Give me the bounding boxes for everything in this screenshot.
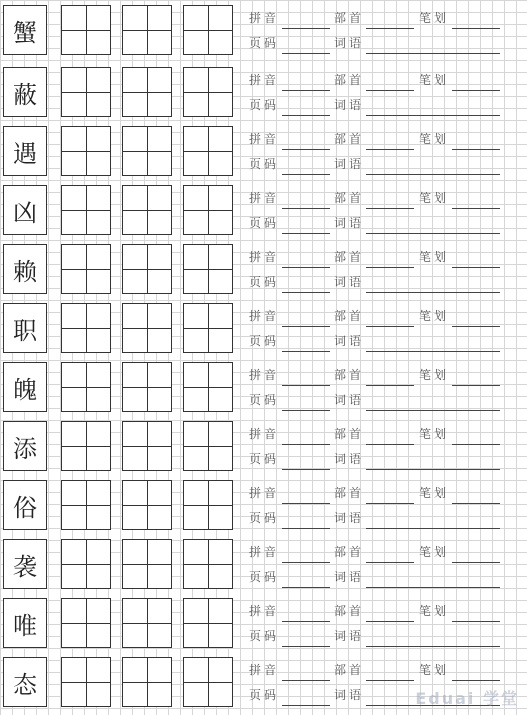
page-line[interactable] xyxy=(282,410,330,411)
practice-grid-box-3[interactable] xyxy=(183,67,233,117)
strokes-line[interactable] xyxy=(452,444,500,445)
pinyin-line[interactable] xyxy=(282,621,330,622)
practice-grid-box-2[interactable] xyxy=(122,421,172,471)
strokes-line[interactable] xyxy=(452,680,500,681)
radical-line[interactable] xyxy=(366,503,414,504)
words-label: 词语 xyxy=(334,36,365,50)
radical-line[interactable] xyxy=(366,621,414,622)
radical-line[interactable] xyxy=(366,208,414,209)
page-line[interactable] xyxy=(282,174,330,175)
pinyin-line[interactable] xyxy=(282,208,330,209)
radical-line[interactable] xyxy=(366,680,414,681)
character-row xyxy=(0,421,527,476)
page-line[interactable] xyxy=(282,292,330,293)
practice-grid-box-3[interactable] xyxy=(183,185,233,235)
radical-label: 部首 xyxy=(334,132,365,146)
strokes-line[interactable] xyxy=(452,267,500,268)
target-character: 态 xyxy=(3,657,47,707)
page-label: 页码 xyxy=(249,334,280,348)
strokes-line[interactable] xyxy=(452,503,500,504)
strokes-line[interactable] xyxy=(452,28,500,29)
character-row xyxy=(0,598,527,653)
page-line[interactable] xyxy=(282,528,330,529)
strokes-label: 笔划 xyxy=(419,368,450,382)
words-label: 词语 xyxy=(334,393,365,407)
practice-grid-box-3[interactable] xyxy=(183,657,233,707)
practice-grid-box-1[interactable] xyxy=(61,303,111,353)
radical-label: 部首 xyxy=(334,545,365,559)
radical-line[interactable] xyxy=(366,90,414,91)
target-character: 蟹 xyxy=(3,5,47,55)
practice-grid-box-1[interactable] xyxy=(61,539,111,589)
practice-grid-box-1[interactable] xyxy=(61,362,111,412)
words-line[interactable] xyxy=(366,233,500,234)
practice-grid-box-3[interactable] xyxy=(183,598,233,648)
page-label: 页码 xyxy=(249,98,280,112)
pinyin-label: 拼音 xyxy=(249,309,280,323)
pinyin-line[interactable] xyxy=(282,385,330,386)
practice-grid-box-1[interactable] xyxy=(61,421,111,471)
target-character: 凶 xyxy=(3,185,47,235)
pinyin-label: 拼音 xyxy=(249,250,280,264)
words-line[interactable] xyxy=(366,646,500,647)
pinyin-line[interactable] xyxy=(282,90,330,91)
practice-grid-box-1[interactable] xyxy=(61,126,111,176)
page-label: 页码 xyxy=(249,36,280,50)
page-label: 页码 xyxy=(249,275,280,289)
practice-grid-box-3[interactable] xyxy=(183,5,233,55)
words-label: 词语 xyxy=(334,688,365,702)
words-line[interactable] xyxy=(366,528,500,529)
target-character: 袭 xyxy=(3,539,47,589)
radical-line[interactable] xyxy=(366,562,414,563)
words-label: 词语 xyxy=(334,629,365,643)
words-line[interactable] xyxy=(366,351,500,352)
strokes-line[interactable] xyxy=(452,621,500,622)
radical-label: 部首 xyxy=(334,309,365,323)
words-label: 词语 xyxy=(334,157,365,171)
target-character: 魄 xyxy=(3,362,47,412)
practice-grid-box-1[interactable] xyxy=(61,185,111,235)
page-label: 页码 xyxy=(249,629,280,643)
pinyin-label: 拼音 xyxy=(249,73,280,87)
character-row xyxy=(0,185,527,240)
words-line[interactable] xyxy=(366,410,500,411)
character-row xyxy=(0,126,527,181)
pinyin-label: 拼音 xyxy=(249,11,280,25)
target-character: 俗 xyxy=(3,480,47,530)
practice-grid-box-1[interactable] xyxy=(61,657,111,707)
radical-line[interactable] xyxy=(366,149,414,150)
pinyin-label: 拼音 xyxy=(249,427,280,441)
words-line[interactable] xyxy=(366,53,500,54)
radical-line[interactable] xyxy=(366,444,414,445)
practice-grid-box-1[interactable] xyxy=(61,67,111,117)
practice-grid-box-2[interactable] xyxy=(122,67,172,117)
page-label: 页码 xyxy=(249,570,280,584)
strokes-line[interactable] xyxy=(452,90,500,91)
character-row xyxy=(0,362,527,417)
character-row xyxy=(0,67,527,122)
strokes-line[interactable] xyxy=(452,326,500,327)
page-label: 页码 xyxy=(249,157,280,171)
strokes-label: 笔划 xyxy=(419,11,450,25)
page-line[interactable] xyxy=(282,646,330,647)
strokes-label: 笔划 xyxy=(419,250,450,264)
target-character: 遇 xyxy=(3,126,47,176)
character-row xyxy=(0,303,527,358)
pinyin-line[interactable] xyxy=(282,680,330,681)
words-line[interactable] xyxy=(366,174,500,175)
pinyin-line[interactable] xyxy=(282,326,330,327)
radical-label: 部首 xyxy=(334,73,365,87)
pinyin-line[interactable] xyxy=(282,562,330,563)
page-line[interactable] xyxy=(282,53,330,54)
practice-grid-box-2[interactable] xyxy=(122,480,172,530)
words-label: 词语 xyxy=(334,98,365,112)
practice-grid-box-2[interactable] xyxy=(122,126,172,176)
character-row xyxy=(0,244,527,299)
page-line[interactable] xyxy=(282,233,330,234)
target-character: 唯 xyxy=(3,598,47,648)
strokes-line[interactable] xyxy=(452,208,500,209)
page-label: 页码 xyxy=(249,511,280,525)
practice-grid-box-2[interactable] xyxy=(122,303,172,353)
practice-grid-box-2[interactable] xyxy=(122,185,172,235)
words-label: 词语 xyxy=(334,334,365,348)
practice-grid-box-1[interactable] xyxy=(61,244,111,294)
radical-label: 部首 xyxy=(334,11,365,25)
strokes-line[interactable] xyxy=(452,385,500,386)
radical-label: 部首 xyxy=(334,250,365,264)
target-character: 蔽 xyxy=(3,67,47,117)
character-row xyxy=(0,539,527,594)
strokes-label: 笔划 xyxy=(419,486,450,500)
words-line[interactable] xyxy=(366,292,500,293)
strokes-label: 笔划 xyxy=(419,309,450,323)
strokes-label: 笔划 xyxy=(419,545,450,559)
practice-grid-box-3[interactable] xyxy=(183,480,233,530)
page-label: 页码 xyxy=(249,688,280,702)
practice-grid-box-1[interactable] xyxy=(61,598,111,648)
pinyin-label: 拼音 xyxy=(249,663,280,677)
page-label: 页码 xyxy=(249,452,280,466)
radical-line[interactable] xyxy=(366,326,414,327)
words-label: 词语 xyxy=(334,511,365,525)
practice-grid-box-3[interactable] xyxy=(183,362,233,412)
strokes-label: 笔划 xyxy=(419,191,450,205)
practice-grid-box-2[interactable] xyxy=(122,657,172,707)
pinyin-label: 拼音 xyxy=(249,191,280,205)
page-label: 页码 xyxy=(249,393,280,407)
practice-grid-box-2[interactable] xyxy=(122,598,172,648)
strokes-label: 笔划 xyxy=(419,604,450,618)
character-row xyxy=(0,480,527,535)
words-line[interactable] xyxy=(366,115,500,116)
practice-grid-box-1[interactable] xyxy=(61,5,111,55)
practice-grid-box-3[interactable] xyxy=(183,126,233,176)
radical-label: 部首 xyxy=(334,604,365,618)
strokes-label: 笔划 xyxy=(419,132,450,146)
radical-label: 部首 xyxy=(334,427,365,441)
radical-line[interactable] xyxy=(366,385,414,386)
practice-grid-box-1[interactable] xyxy=(61,480,111,530)
radical-label: 部首 xyxy=(334,368,365,382)
page-line[interactable] xyxy=(282,469,330,470)
strokes-label: 笔划 xyxy=(419,73,450,87)
pinyin-label: 拼音 xyxy=(249,604,280,618)
character-row xyxy=(0,5,527,60)
radical-line[interactable] xyxy=(366,267,414,268)
practice-grid-box-2[interactable] xyxy=(122,5,172,55)
pinyin-line[interactable] xyxy=(282,503,330,504)
page-line[interactable] xyxy=(282,351,330,352)
target-character: 添 xyxy=(3,421,47,471)
practice-grid-box-3[interactable] xyxy=(183,539,233,589)
pinyin-label: 拼音 xyxy=(249,368,280,382)
strokes-label: 笔划 xyxy=(419,427,450,441)
strokes-line[interactable] xyxy=(452,149,500,150)
words-line[interactable] xyxy=(366,587,500,588)
pinyin-line[interactable] xyxy=(282,28,330,29)
page-line[interactable] xyxy=(282,587,330,588)
pinyin-label: 拼音 xyxy=(249,132,280,146)
target-character: 赖 xyxy=(3,244,47,294)
words-label: 词语 xyxy=(334,275,365,289)
radical-label: 部首 xyxy=(334,663,365,677)
words-label: 词语 xyxy=(334,452,365,466)
words-label: 词语 xyxy=(334,570,365,584)
radical-line[interactable] xyxy=(366,28,414,29)
target-character: 职 xyxy=(3,303,47,353)
words-label: 词语 xyxy=(334,216,365,230)
pinyin-line[interactable] xyxy=(282,149,330,150)
pinyin-label: 拼音 xyxy=(249,545,280,559)
page-line[interactable] xyxy=(282,705,330,706)
practice-grid-box-3[interactable] xyxy=(183,421,233,471)
pinyin-line[interactable] xyxy=(282,267,330,268)
strokes-label: 笔划 xyxy=(419,663,450,677)
practice-grid-box-3[interactable] xyxy=(183,303,233,353)
page-label: 页码 xyxy=(249,216,280,230)
practice-grid-box-2[interactable] xyxy=(122,362,172,412)
words-line[interactable] xyxy=(366,469,500,470)
watermark: Eduai 学堂 xyxy=(415,689,519,708)
radical-label: 部首 xyxy=(334,486,365,500)
practice-grid-box-2[interactable] xyxy=(122,244,172,294)
pinyin-line[interactable] xyxy=(282,444,330,445)
practice-grid-box-3[interactable] xyxy=(183,244,233,294)
pinyin-label: 拼音 xyxy=(249,486,280,500)
strokes-line[interactable] xyxy=(452,562,500,563)
page-line[interactable] xyxy=(282,115,330,116)
practice-grid-box-2[interactable] xyxy=(122,539,172,589)
radical-label: 部首 xyxy=(334,191,365,205)
